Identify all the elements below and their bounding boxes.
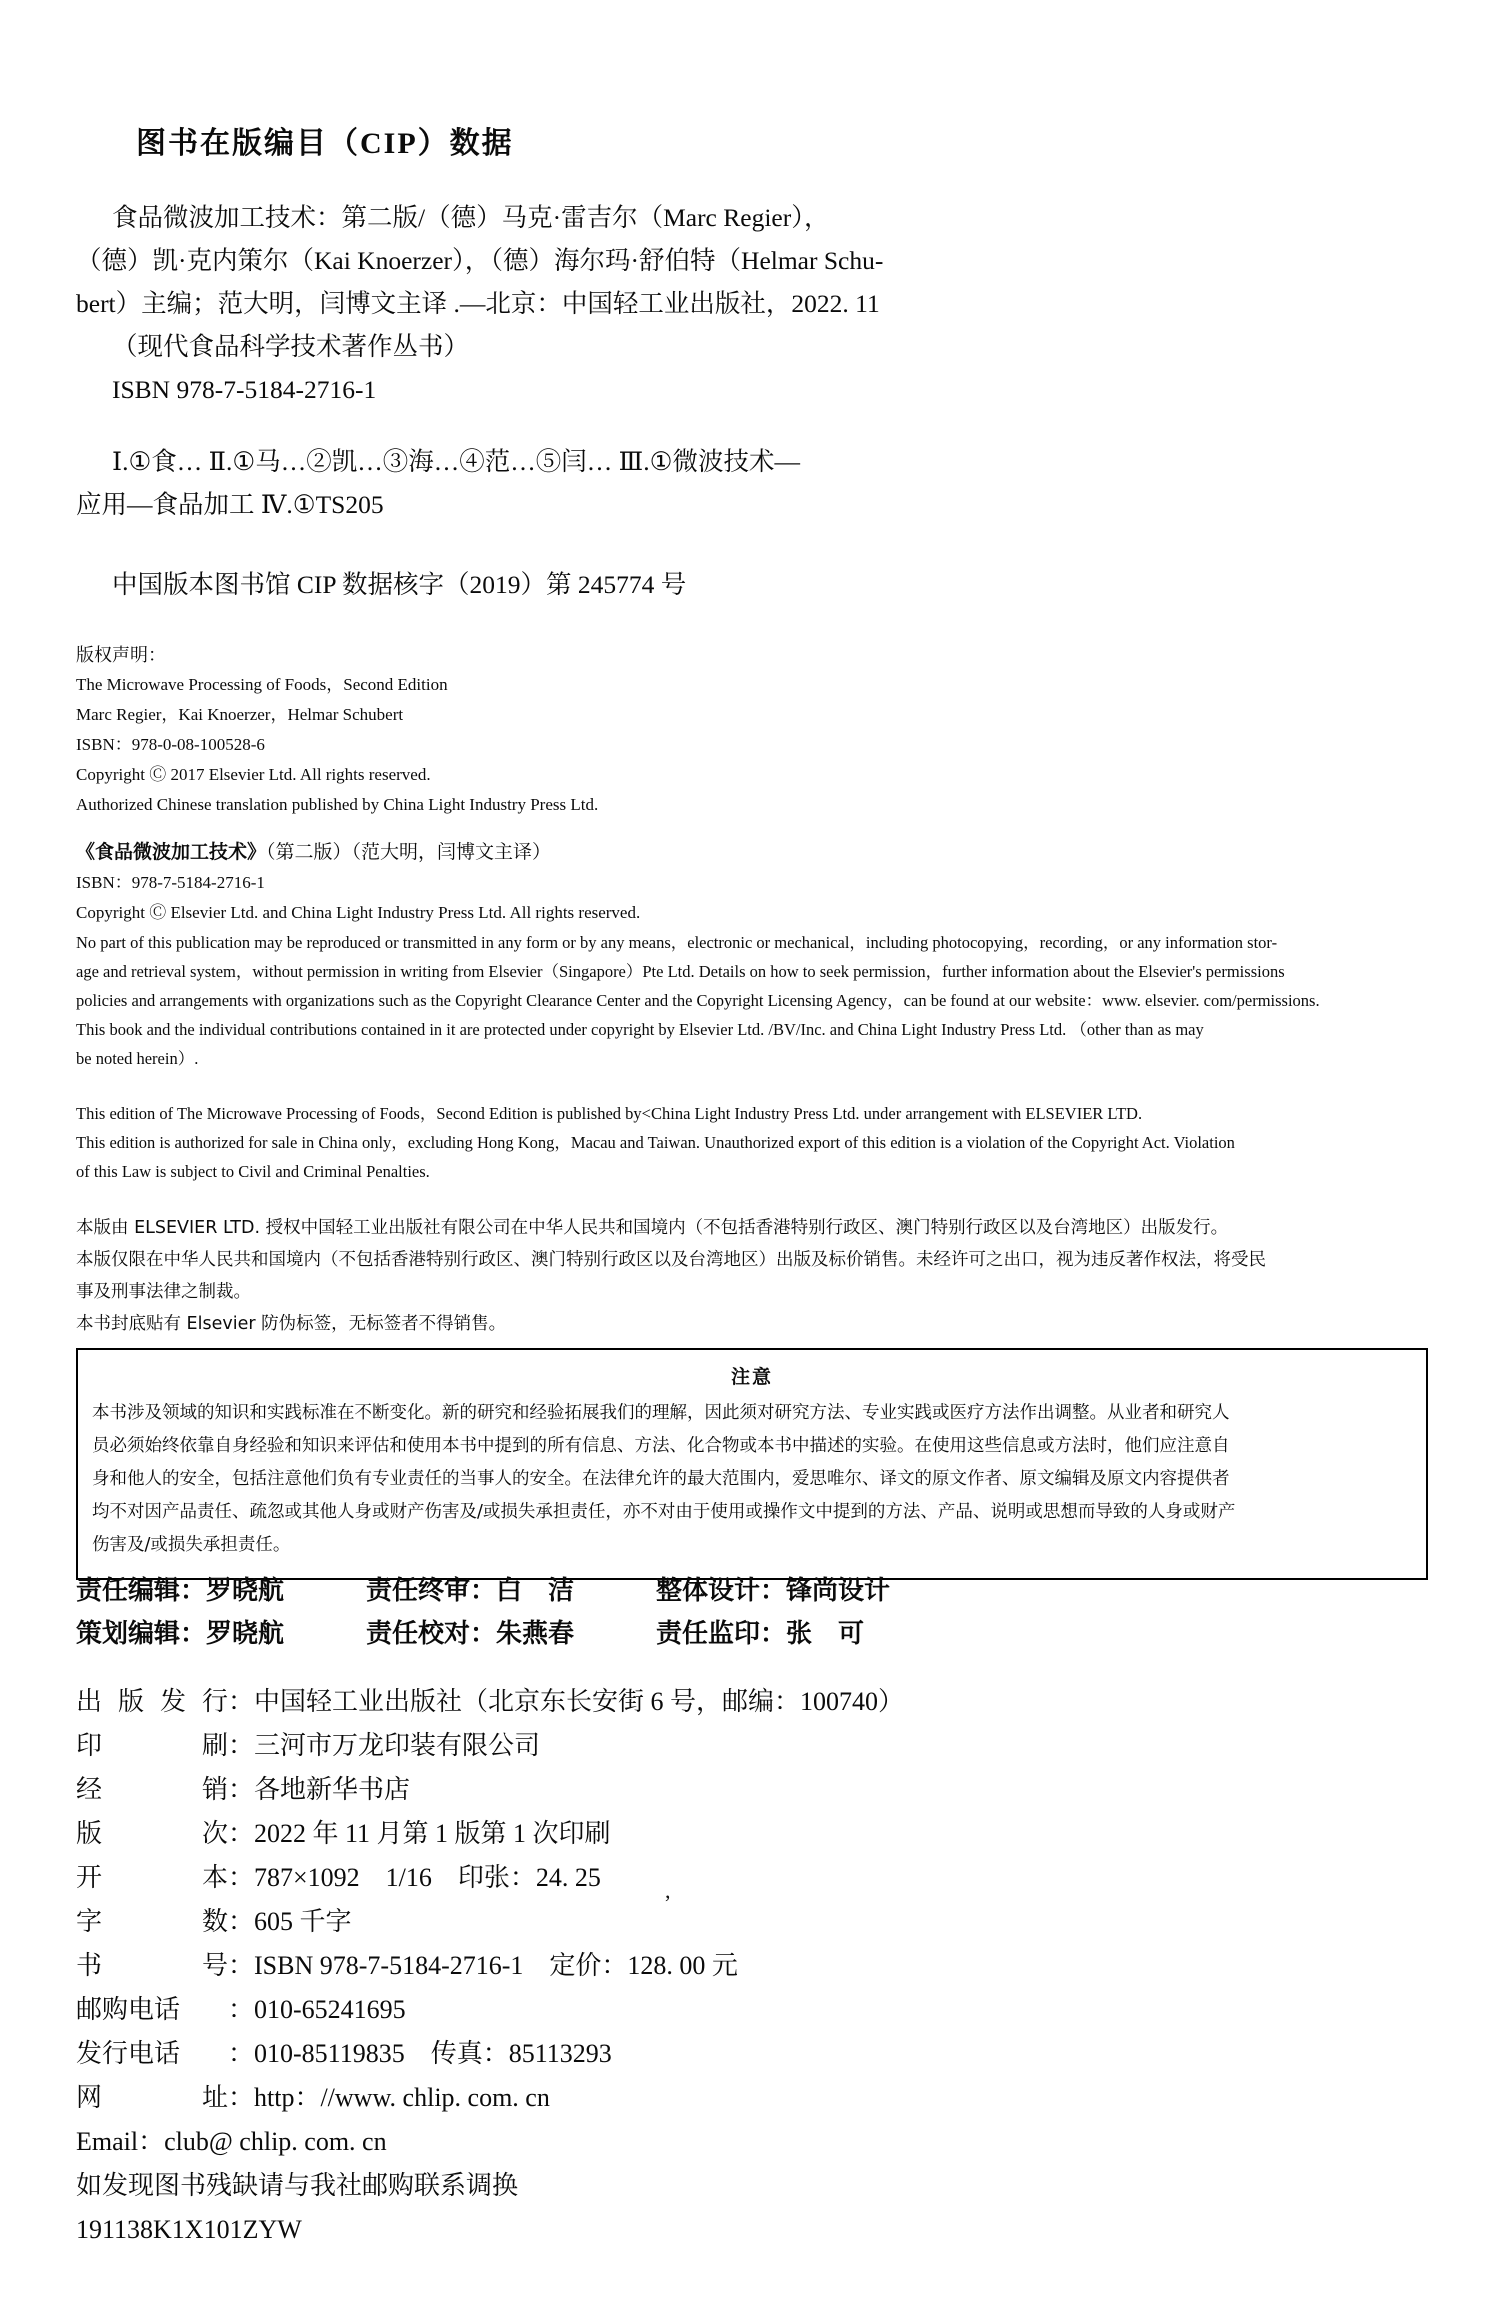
legal-line: policies and arrangements with organizations such as the Copyright Clearance Center and the Copyright Licensing Agency，can be found at our website：www. elsevier. com/permissions.	[76, 991, 1320, 1010]
colophon-label: 网 址	[76, 2083, 228, 2112]
colophon-row-booknumber	[76, 1944, 1176, 1988]
cip-entry-line: bert）主编；范大明，闫博文主译 .—北京：中国轻工业出版社，2022. 11	[76, 289, 880, 318]
chinese-legal-line: 本版仅限在中华人民共和国境内（不包括香港特别行政区、澳门特别行政区以及台湾地区）出版及标价销售。未经许可之出口，视为违反著作权法，将受民	[76, 1250, 1266, 1270]
cip-classification-block	[76, 440, 1016, 526]
legal-line: No part of this publication may be reproduced or transmitted in any form or by any means，electronic or mechanical，including photocopying，recording，or any information stor-	[76, 933, 1278, 952]
cip-entry-line: （德）凯·克内策尔（Kai Knoerzer），（德）海尔玛·舒伯特（Helmar Schu-	[76, 246, 884, 275]
credits-row	[76, 1570, 976, 1613]
colophon-label: 出版发行	[76, 1687, 228, 1716]
no-part-paragraph	[76, 928, 1428, 1073]
colophon-label: 版 次	[76, 1819, 228, 1848]
colophon-label: 书 号	[76, 1951, 228, 1980]
chinese-legal-line: 本版由 ELSEVIER LTD. 授权中国轻工业出版社有限公司在中华人民共和国境内（不包括香港特别行政区、澳门特别行政区以及台湾地区）出版发行。	[76, 1218, 1229, 1238]
credits-row	[76, 1613, 976, 1656]
spacer	[76, 1073, 1428, 1099]
legal-line: This book and the individual contributions contained in it are protected under copyright by Elsevier Ltd. /BV/Inc. and China Light Industry Press Ltd. （other than as may	[76, 1020, 1204, 1039]
colophon-row-format	[76, 1856, 1176, 1900]
credit-value: 白 洁	[496, 1576, 575, 1606]
credit-value: 锋尚设计	[786, 1576, 891, 1606]
credit-print-supervisor	[656, 1613, 976, 1656]
edition-line: of this Law is subject to Civil and Criminal Penalties.	[76, 1162, 430, 1181]
spacer	[76, 820, 1428, 838]
notice-line: 均不对因产品责任、疏忽或其他人身或财产伤害及/或损失承担责任，亦不对由于使用或操作文中提到的方法、产品、说明或思想而导致的人身或财产	[92, 1502, 1236, 1522]
cip-isbn-line: ISBN 978-7-5184-2716-1	[112, 375, 377, 404]
edition-line: This edition of The Microwave Processing of Foods，Second Edition is published by<China Light Industry Press Ltd. under arrangement with ELSEVIER LTD.	[76, 1104, 1143, 1123]
chinese-legal-line: 本书封底贴有 Elsevier 防伪标签，无标签者不得销售。	[76, 1314, 507, 1334]
colophon-colon: ：	[228, 1819, 255, 1848]
cip-classification-line: 应用—食品加工 Ⅳ.①TS205	[76, 490, 384, 519]
chinese-legal-line: 事及刑事法律之制裁。	[76, 1282, 251, 1302]
notice-line: 身和他人的安全，包括注意他们负有专业责任的当事人的安全。在法律允许的最大范围内，爱思唯尔、译文的原文作者、原文编辑及原文内容提供者	[92, 1469, 1230, 1489]
notice-title: 注意	[730, 1366, 773, 1388]
original-authors: Marc Regier，Kai Knoerzer，Helmar Schubert	[76, 705, 404, 724]
credit-value: 张 可	[786, 1619, 865, 1649]
colophon-value: ISBN 978-7-5184-2716-1 定价：128. 00 元	[254, 1951, 738, 1980]
original-title: The Microwave Processing of Foods，Second Edition	[76, 675, 448, 694]
credit-responsible-editor	[76, 1570, 366, 1613]
spacer	[76, 1186, 1428, 1212]
colophon-row-replacement	[76, 2164, 1176, 2208]
edition-line: This edition is authorized for sale in China only，excluding Hong Kong，Macau and Taiwan. Unauthorized export of this edition is a violation of the Copyright Act. Violation	[76, 1133, 1235, 1152]
print-code: 191138K1X101ZYW	[76, 2215, 302, 2244]
cip-classification-line: Ⅰ.①食… Ⅱ.①马…②凯…③海…④范…⑤闫… Ⅲ.①微波技术—	[112, 447, 800, 476]
credit-final-reviewer	[366, 1570, 656, 1613]
colophon-value: 三河市万龙印装有限公司	[254, 1731, 541, 1760]
translated-title-suffix: （第二版）（范大明，闫博文主译）	[266, 842, 552, 863]
colophon-colon: ：	[228, 2083, 255, 2112]
colophon-colon: ：	[228, 1995, 255, 2024]
colophon-colon: ：	[228, 1863, 255, 1892]
credit-label: 责任终审：	[366, 1576, 497, 1606]
replacement-notice: 如发现图书残缺请与我社邮购联系调换	[76, 2171, 519, 2200]
original-copyright: Copyright Ⓒ 2017 Elsevier Ltd. All rights reserved.	[76, 765, 431, 784]
notice-line: 员必须始终依靠自身经验和知识来评估和使用本书中提到的所有信息、方法、化合物或本书中描述的实验。在使用这些信息或方法时，他们应注意自	[92, 1436, 1230, 1456]
colophon-value: http：//www. chlip. com. cn	[254, 2083, 550, 2112]
cip-series-line: （现代食品科学技术著作丛书）	[112, 332, 470, 361]
credit-proofreader	[366, 1613, 656, 1656]
colophon-row-email	[76, 2120, 1176, 2164]
credit-label: 责任监印：	[656, 1619, 787, 1649]
translated-isbn: ISBN：978-7-5184-2716-1	[76, 873, 265, 892]
colophon-row-printcode	[76, 2208, 1176, 2252]
colophon-value: 2022 年 11 月第 1 版第 1 次印刷	[254, 1819, 611, 1848]
credit-value: 罗晓航	[206, 1576, 285, 1606]
notice-line: 伤害及/或损失承担责任。	[92, 1535, 291, 1555]
credit-planning-editor	[76, 1613, 366, 1656]
colophon-label: 发行电话	[76, 2039, 181, 2068]
colophon-value: 010-65241695	[254, 1995, 406, 2024]
colophon-label: 经 销	[76, 1775, 228, 1804]
authorized-translation: Authorized Chinese translation published by China Light Industry Press Ltd.	[76, 795, 599, 814]
notice-body	[92, 1397, 1412, 1562]
legal-line: be noted herein）.	[76, 1049, 199, 1068]
cip-verification-number: 中国版本图书馆 CIP 数据核字（2019）第 245774 号	[112, 570, 687, 599]
joint-copyright: Copyright Ⓒ Elsevier Ltd. and China Light Industry Press Ltd. All rights reserved.	[76, 903, 641, 922]
cip-entry-line: 食品微波加工技术：第二版/（德）马克·雷吉尔（Marc Regier），	[112, 203, 830, 232]
editorial-credits	[76, 1570, 976, 1656]
credit-value: 罗晓航	[206, 1619, 285, 1649]
credit-label: 整体设计：	[656, 1576, 787, 1606]
colophon-row-publisher	[76, 1680, 1176, 1724]
colophon-row-wordcount	[76, 1900, 1176, 1944]
colophon-row-printer	[76, 1724, 1176, 1768]
colophon-label: 开 本	[76, 1863, 228, 1892]
colophon-row-distributor	[76, 1768, 1176, 1812]
colophon-value: 各地新华书店	[254, 1775, 411, 1804]
notice-line: 本书涉及领域的知识和实践标准在不断变化。新的研究和经验拓展我们的理解，因此须对研究方法、专业实践或医疗方法作出调整。从业者和研究人	[92, 1403, 1230, 1423]
credit-label: 责任编辑：	[76, 1576, 207, 1606]
colophon-value: 中国轻工业出版社（北京东长安街 6 号，邮编：100740）	[254, 1687, 905, 1716]
colophon-colon: ：	[228, 2039, 255, 2068]
copyright-statement-label: 版权声明：	[76, 645, 166, 665]
colophon-label: 邮购电话	[76, 1995, 181, 2024]
colophon-block	[76, 1680, 1176, 2252]
credit-overall-design	[656, 1570, 976, 1613]
notice-box	[76, 1348, 1428, 1580]
cip-heading: 图书在版编目（CIP）数据	[136, 127, 514, 160]
scan-artifact-mark: ,	[665, 1878, 671, 1903]
colophon-row-mailorder-phone	[76, 1988, 1176, 2032]
colophon-colon: ：	[228, 1907, 255, 1936]
credit-value: 朱燕春	[496, 1619, 575, 1649]
chinese-legal-paragraph	[76, 1212, 1428, 1340]
edition-paragraph	[76, 1099, 1428, 1186]
colophon-row-website	[76, 2076, 1176, 2120]
credit-label: 责任校对：	[366, 1619, 497, 1649]
original-isbn: ISBN：978-0-08-100528-6	[76, 735, 265, 754]
colophon-value: 010-85119835 传真：85113293	[254, 2039, 612, 2068]
colophon-colon: ：	[228, 1687, 255, 1716]
colophon-email: Email：club@ chlip. com. cn	[76, 2127, 387, 2156]
colophon-label: 字 数	[76, 1907, 228, 1936]
colophon-colon: ：	[228, 1731, 255, 1760]
colophon-colon: ：	[228, 1951, 255, 1980]
colophon-row-sales-phone	[76, 2032, 1176, 2076]
legal-line: age and retrieval system，without permission in writing from Elsevier（Singapore）Pte Ltd. Details on how to seek permission，further information about the Elsevier's permissions	[76, 962, 1285, 981]
colophon-colon: ：	[228, 1775, 255, 1804]
colophon-value: 605 千字	[254, 1907, 352, 1936]
translated-title-line	[76, 838, 1428, 868]
cip-entry-block	[76, 196, 996, 411]
colophon-value: 787×1092 1/16 印张：24. 25	[254, 1863, 601, 1892]
translated-title: 《食品微波加工技术》	[76, 842, 267, 863]
colophon-row-edition	[76, 1812, 1176, 1856]
credit-label: 策划编辑：	[76, 1619, 207, 1649]
colophon-label: 印 刷	[76, 1731, 228, 1760]
copyright-statement-block	[76, 640, 1428, 1340]
